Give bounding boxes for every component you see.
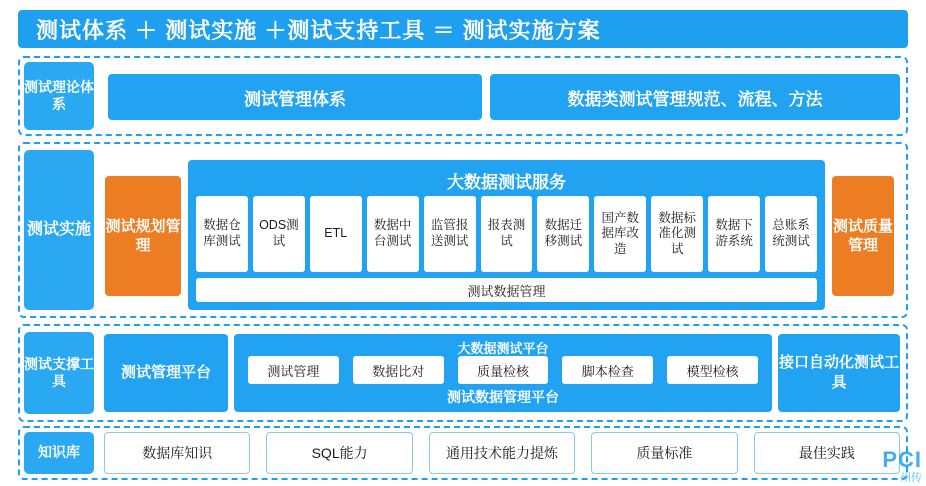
bigdata-service-tile-row [196, 196, 817, 272]
tile-ods-test[interactable]: ODS测试 [253, 196, 305, 272]
tile-domestic-db-migration[interactable]: 国产数据库改造 [594, 196, 646, 272]
box-test-management-platform[interactable]: 测试管理平台 [104, 334, 228, 412]
tile-quality-check[interactable]: 质量检核 [458, 356, 549, 384]
panel-test-data-management-platform: 测试数据管理平台 [447, 389, 559, 405]
panel-bigdata-test-service-title: 大数据测试服务 [447, 173, 566, 192]
tile-downstream-systems[interactable]: 数据下游系统 [708, 196, 760, 272]
row-label-implementation: 测试实施 [24, 150, 94, 310]
diagram-title-bar [18, 10, 908, 48]
row-label-knowledge-base: 知识库 [24, 432, 94, 474]
tile-general-ledger-test[interactable]: 总账系统测试 [765, 196, 817, 272]
tile-report-test[interactable]: 报表测试 [481, 196, 533, 272]
tile-general-tech-capability[interactable]: 通用技术能力提炼 [429, 432, 575, 474]
tile-data-migration-test[interactable]: 数据迁移测试 [537, 196, 589, 272]
box-test-planning-management[interactable]: 测试规划管理 [105, 176, 181, 296]
tile-data-standardization-test[interactable]: 数据标准化测试 [651, 196, 703, 272]
platform-tile-row [248, 356, 758, 384]
box-data-test-specification[interactable]: 数据类测试管理规范、流程、方法 [490, 74, 900, 120]
box-interface-automation-tool[interactable]: 接口自动化测试工具 [778, 334, 900, 412]
panel-bigdata-test-service [188, 160, 825, 310]
row-label-support-tools: 测试支撑工具 [24, 332, 94, 414]
box-test-management-system[interactable]: 测试管理体系 [108, 74, 482, 120]
tile-sql-capability[interactable]: SQL能力 [266, 432, 412, 474]
tile-data-midplatform-test[interactable]: 数据中台测试 [367, 196, 419, 272]
tile-script-check[interactable]: 脚本检查 [562, 356, 653, 384]
row-label-theory: 测试理论体系 [24, 62, 94, 130]
tile-regulatory-report-test[interactable]: 监管报送测试 [424, 196, 476, 272]
watermark-text: 州传 [900, 471, 922, 484]
panel-bigdata-test-platform [234, 334, 772, 412]
tile-etl[interactable]: ETL [310, 196, 362, 272]
box-test-quality-management[interactable]: 测试质量管理 [832, 176, 894, 296]
tile-data-warehouse-test[interactable]: 数据仓库测试 [196, 196, 248, 272]
panel-bigdata-test-platform-title: 大数据测试平台 [457, 341, 549, 356]
tile-quality-standard[interactable]: 质量标准 [591, 432, 737, 474]
tile-best-practice[interactable]: 最佳实践 [754, 432, 900, 474]
watermark [882, 448, 922, 484]
tile-database-knowledge[interactable]: 数据库知识 [104, 432, 250, 474]
watermark-logo: PCI [882, 446, 922, 472]
knowledge-tile-row [104, 432, 900, 474]
diagram-title: 测试体系 ＋ 测试实施 ＋测试支持工具 ＝ 测试实施方案 [36, 17, 601, 43]
tile-test-management[interactable]: 测试管理 [248, 356, 339, 384]
bar-test-data-management[interactable]: 测试数据管理 [196, 278, 817, 302]
tile-model-check[interactable]: 模型检核 [667, 356, 758, 384]
tile-data-comparison[interactable]: 数据比对 [353, 356, 444, 384]
